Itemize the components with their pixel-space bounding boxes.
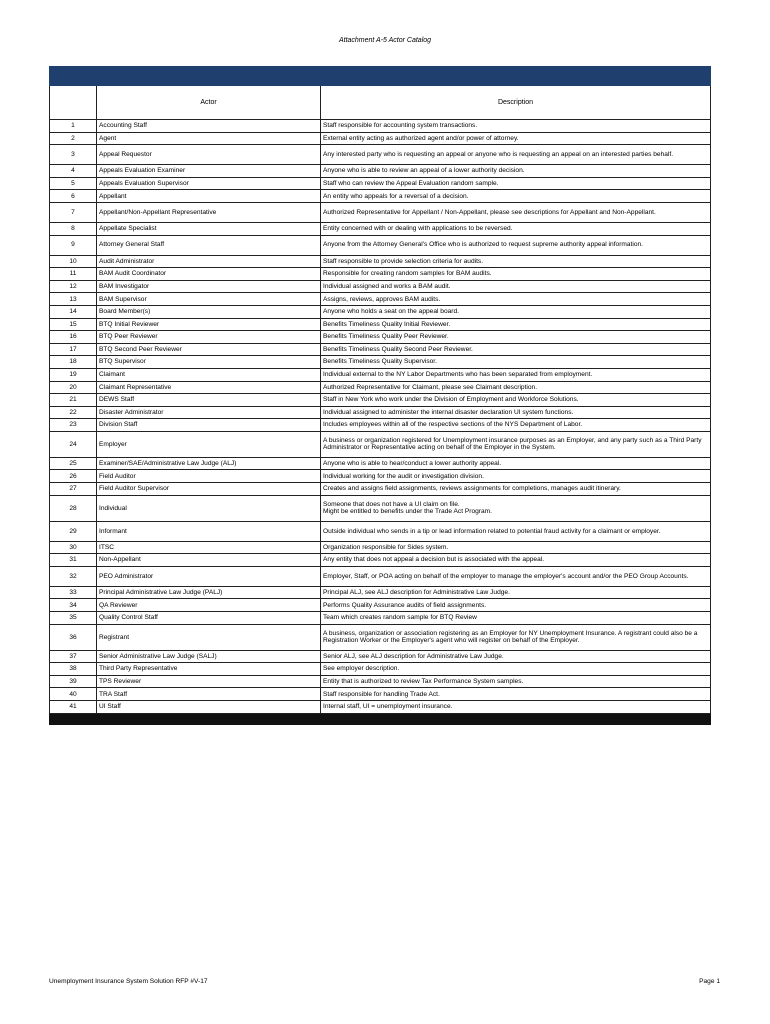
- actor-description: Principal ALJ, see ALJ description for Administrative Law Judge.: [321, 586, 711, 599]
- actor-name: Senior Administrative Law Judge (SALJ): [97, 650, 321, 663]
- actor-name: Appeals Evaluation Supervisor: [97, 177, 321, 190]
- actor-name: Field Auditor: [97, 470, 321, 483]
- table-row: [50, 431, 711, 457]
- table-row: [50, 268, 711, 281]
- table-row: [50, 470, 711, 483]
- actor-name: Quality Control Staff: [97, 612, 321, 625]
- actor-name: PEO Administrator: [97, 566, 321, 586]
- actor-catalog-table: [49, 66, 711, 725]
- actor-description: Employer, Staff, or POA acting on behalf of the employer to manage the employer's account and/or the PEO Group Accounts.: [321, 566, 711, 586]
- header-band: [50, 67, 711, 86]
- actor-name: Individual: [97, 495, 321, 521]
- actor-description: Benefits Timeliness Quality Supervisor.: [321, 356, 711, 369]
- actor-description: Entity concerned with or dealing with applications to be reversed.: [321, 222, 711, 235]
- actor-name: Principal Administrative Law Judge (PALJ): [97, 586, 321, 599]
- actor-name: Registrant: [97, 624, 321, 650]
- table-row: [50, 132, 711, 145]
- actor-description: Performs Quality Assurance audits of field assignments.: [321, 599, 711, 612]
- table-row: [50, 586, 711, 599]
- table-row: [50, 701, 711, 714]
- actor-description: Staff responsible for handling Trade Act.: [321, 688, 711, 701]
- row-number: 2: [50, 132, 97, 145]
- actor-name: Informant: [97, 521, 321, 541]
- table-row: [50, 368, 711, 381]
- table-row: [50, 280, 711, 293]
- actor-name: Examiner/SAE/Administrative Law Judge (ALJ): [97, 457, 321, 470]
- column-header-actor: Actor: [97, 86, 321, 120]
- table-row: [50, 331, 711, 344]
- table-row: [50, 293, 711, 306]
- table-row: [50, 235, 711, 255]
- table-row: [50, 624, 711, 650]
- table-row: [50, 650, 711, 663]
- actor-name: Attorney General Staff: [97, 235, 321, 255]
- table-row: [50, 202, 711, 222]
- actor-description: Outside individual who sends in a tip or lead information related to potential fraud activity for a claimant or employer.: [321, 521, 711, 541]
- row-number: 41: [50, 701, 97, 714]
- actor-description: Entity that is authorized to review Tax Performance System samples.: [321, 675, 711, 688]
- row-number: 29: [50, 521, 97, 541]
- row-number: 20: [50, 381, 97, 394]
- actor-name: BTQ Supervisor: [97, 356, 321, 369]
- actor-description: Anyone from the Attorney General's Office who is authorized to request supreme authority appeal information.: [321, 235, 711, 255]
- actor-description: Anyone who is able to hear/conduct a lower authority appeal.: [321, 457, 711, 470]
- table-row: [50, 406, 711, 419]
- actor-name: UI Staff: [97, 701, 321, 714]
- row-number: 12: [50, 280, 97, 293]
- row-number: 8: [50, 222, 97, 235]
- row-number: 6: [50, 190, 97, 203]
- row-number: 21: [50, 394, 97, 407]
- table-row: [50, 566, 711, 586]
- actor-name: Division Staff: [97, 419, 321, 432]
- actor-name: BAM Audit Coordinator: [97, 268, 321, 281]
- actor-name: Accounting Staff: [97, 120, 321, 133]
- table-row: [50, 255, 711, 268]
- actor-description: Individual working for the audit or investigation division.: [321, 470, 711, 483]
- actor-description: A business, organization or association registering as an Employer for NY Unemployment Insurance. A registrant could also be a Registration Worker or the Employer's agent who will register on behalf of the Employer.: [321, 624, 711, 650]
- actor-name: Non-Appellant: [97, 554, 321, 567]
- row-number: 38: [50, 663, 97, 676]
- column-header-description: Description: [321, 86, 711, 120]
- actor-description: See employer description.: [321, 663, 711, 676]
- actor-name: Third Party Representative: [97, 663, 321, 676]
- actor-description: Benefits Timeliness Quality Initial Reviewer.: [321, 318, 711, 331]
- actor-name: Claimant: [97, 368, 321, 381]
- table-row: [50, 457, 711, 470]
- row-number: 11: [50, 268, 97, 281]
- actor-description: Individual external to the NY Labor Departments who has been separated from employment.: [321, 368, 711, 381]
- row-number: 25: [50, 457, 97, 470]
- row-number: 24: [50, 431, 97, 457]
- row-number: 35: [50, 612, 97, 625]
- table-row: [50, 145, 711, 165]
- row-number: 37: [50, 650, 97, 663]
- row-number: 18: [50, 356, 97, 369]
- row-number: 16: [50, 331, 97, 344]
- row-number: 1: [50, 120, 97, 133]
- row-number: 13: [50, 293, 97, 306]
- row-number: 30: [50, 541, 97, 554]
- footer-page-number: Page 1: [699, 978, 720, 985]
- actor-name: Field Auditor Supervisor: [97, 483, 321, 496]
- actor-description: Includes employees within all of the respective sections of the NYS Department of Labor.: [321, 419, 711, 432]
- actor-name: ITSC: [97, 541, 321, 554]
- row-number: 9: [50, 235, 97, 255]
- actor-description: Individual assigned to administer the internal disaster declaration UI system functions.: [321, 406, 711, 419]
- row-number: 17: [50, 343, 97, 356]
- actor-description: An entity who appeals for a reversal of a decision.: [321, 190, 711, 203]
- actor-description: Team which creates random sample for BTQ Review: [321, 612, 711, 625]
- table-row: [50, 688, 711, 701]
- table-row: [50, 599, 711, 612]
- table-row: [50, 419, 711, 432]
- actor-description: Any entity that does not appeal a decision but is associated with the appeal.: [321, 554, 711, 567]
- row-number: 28: [50, 495, 97, 521]
- actor-description: Anyone who holds a seat on the appeal board.: [321, 305, 711, 318]
- actor-description: Staff who can review the Appeal Evaluation random sample.: [321, 177, 711, 190]
- actor-description: Any interested party who is requesting an appeal or anyone who is requesting an appeal on an interested parties behalf.: [321, 145, 711, 165]
- column-header-row: [50, 86, 711, 120]
- table-row: [50, 356, 711, 369]
- row-number: 27: [50, 483, 97, 496]
- table-row: [50, 381, 711, 394]
- actor-description: Internal staff, UI = unemployment insurance.: [321, 701, 711, 714]
- table-row: [50, 394, 711, 407]
- row-number: 15: [50, 318, 97, 331]
- actor-description: Benefits Timeliness Quality Second Peer Reviewer.: [321, 343, 711, 356]
- actor-name: Disaster Administrator: [97, 406, 321, 419]
- table-row: [50, 177, 711, 190]
- row-number: 4: [50, 165, 97, 178]
- actor-name: BTQ Peer Reviewer: [97, 331, 321, 344]
- footer-document-title: Unemployment Insurance System Solution RFP #V-17: [49, 978, 208, 985]
- actor-name: BTQ Initial Reviewer: [97, 318, 321, 331]
- actor-description: Staff responsible to provide selection criteria for audits.: [321, 255, 711, 268]
- row-number: 31: [50, 554, 97, 567]
- page-header-title: Attachment A-5 Actor Catalog: [338, 37, 432, 44]
- table-row: [50, 663, 711, 676]
- actor-name: BTQ Second Peer Reviewer: [97, 343, 321, 356]
- table-row: [50, 612, 711, 625]
- table-row: [50, 165, 711, 178]
- actor-description: Individual assigned and works a BAM audit.: [321, 280, 711, 293]
- actor-description: A business or organization registered for Unemployment insurance purposes as an Employer, and any party such as a Third Party Administrator or Representative acting on behalf of the Employer in the System.: [321, 431, 711, 457]
- table-row: [50, 222, 711, 235]
- table-row: [50, 190, 711, 203]
- row-number: 3: [50, 145, 97, 165]
- actor-name: Appellant: [97, 190, 321, 203]
- actor-description: Authorized Representative for Appellant / Non-Appellant, please see descriptions for Appellant and Non-Appellant.: [321, 202, 711, 222]
- actor-name: TRA Staff: [97, 688, 321, 701]
- table-row: [50, 120, 711, 133]
- table-body: [50, 120, 711, 714]
- row-number: 34: [50, 599, 97, 612]
- table-row: [50, 305, 711, 318]
- actor-name: Board Member(s): [97, 305, 321, 318]
- row-number: 40: [50, 688, 97, 701]
- actor-name: BAM Supervisor: [97, 293, 321, 306]
- table-row: [50, 675, 711, 688]
- table-row: [50, 541, 711, 554]
- actor-description: Organization responsible for Sides system.: [321, 541, 711, 554]
- actor-name: Appellant/Non-Appellant Representative: [97, 202, 321, 222]
- actor-description: Staff in New York who work under the Division of Employment and Workforce Solutions.: [321, 394, 711, 407]
- actor-name: Audit Administrator: [97, 255, 321, 268]
- actor-description: External entity acting as authorized agent and/or power of attorney.: [321, 132, 711, 145]
- actor-description: Anyone who is able to review an appeal of a lower authority decision.: [321, 165, 711, 178]
- actor-description: Staff responsible for accounting system transactions.: [321, 120, 711, 133]
- table-row: [50, 483, 711, 496]
- row-number: 23: [50, 419, 97, 432]
- actor-description: Responsible for creating random samples for BAM audits.: [321, 268, 711, 281]
- actor-name: Claimant Representative: [97, 381, 321, 394]
- column-header-number: [50, 86, 97, 120]
- table-row: [50, 554, 711, 567]
- row-number: 26: [50, 470, 97, 483]
- actor-description: Creates and assigns field assignments, reviews assignments for completions, manages audit itinerary.: [321, 483, 711, 496]
- actor-name: QA Reviewer: [97, 599, 321, 612]
- row-number: 7: [50, 202, 97, 222]
- row-number: 14: [50, 305, 97, 318]
- table-row: [50, 495, 711, 521]
- actor-name: Appeals Evaluation Examiner: [97, 165, 321, 178]
- actor-description: Assigns, reviews, approves BAM audits.: [321, 293, 711, 306]
- actor-name: Agent: [97, 132, 321, 145]
- actor-description: Authorized Representative for Claimant, please see Claimant description.: [321, 381, 711, 394]
- actor-name: Employer: [97, 431, 321, 457]
- actor-name: BAM Investigator: [97, 280, 321, 293]
- actor-description: Benefits Timeliness Quality Peer Reviewer.: [321, 331, 711, 344]
- row-number: 5: [50, 177, 97, 190]
- actor-name: Appellate Specialist: [97, 222, 321, 235]
- actor-description: Senior ALJ, see ALJ description for Administrative Law Judge.: [321, 650, 711, 663]
- actor-name: DEWS Staff: [97, 394, 321, 407]
- table-row: [50, 521, 711, 541]
- table-row: [50, 318, 711, 331]
- actor-description: Someone that does not have a UI claim on file. Might be entitled to benefits under the Trade Act Program.: [321, 495, 711, 521]
- footer-band: [50, 713, 711, 724]
- actor-name: TPS Reviewer: [97, 675, 321, 688]
- table-row: [50, 343, 711, 356]
- row-number: 22: [50, 406, 97, 419]
- row-number: 39: [50, 675, 97, 688]
- row-number: 36: [50, 624, 97, 650]
- actor-name: Appeal Requestor: [97, 145, 321, 165]
- row-number: 19: [50, 368, 97, 381]
- row-number: 33: [50, 586, 97, 599]
- row-number: 32: [50, 566, 97, 586]
- row-number: 10: [50, 255, 97, 268]
